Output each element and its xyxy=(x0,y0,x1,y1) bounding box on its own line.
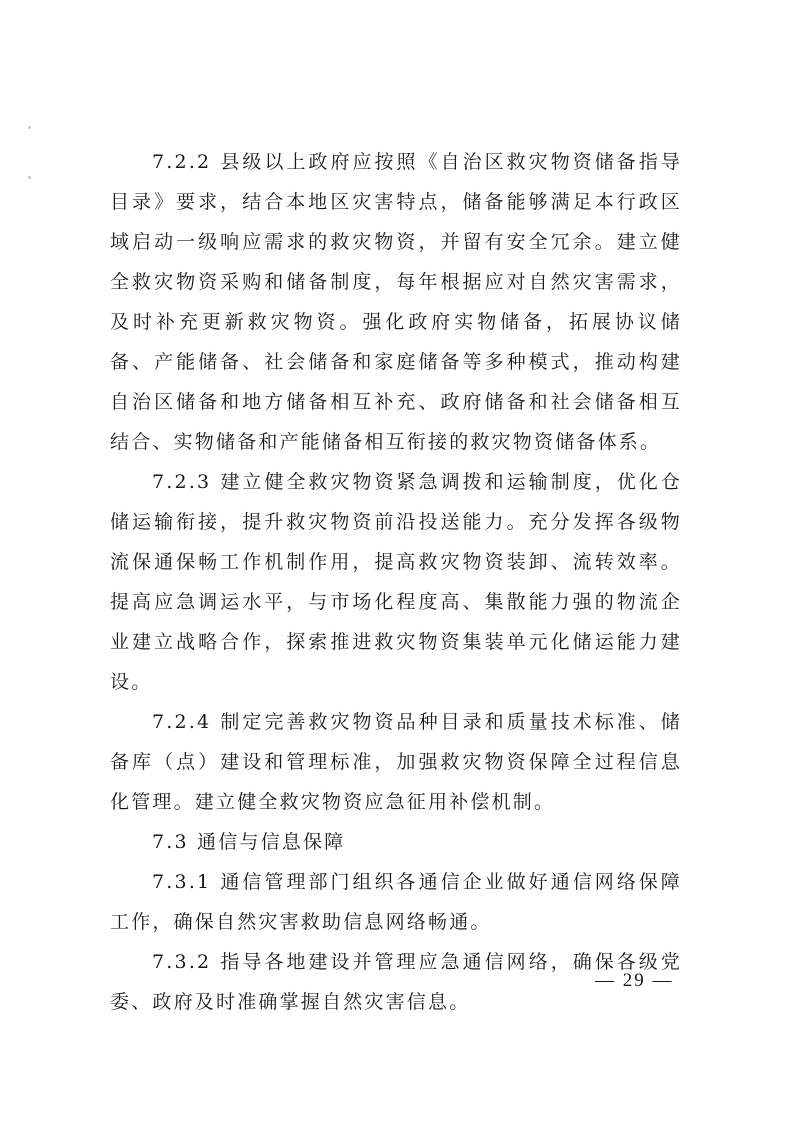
page-number: — 29 — xyxy=(595,970,674,991)
scan-speck xyxy=(28,176,31,179)
paragraph-7-2-3: 7.2.3 建立健全救灾物资紧急调拨和运输制度，优化仓储运输衔接，提升救灾物资前沿投送能力。充分发挥各级物流保通保畅工作机制作用，提高救灾物资装卸、流转效率。提高应急调运水平，与市场化程度高、集散能力强的物流企业建立战略合作，探索推进救灾物资集装单元化储运能力建设。 xyxy=(110,471,682,693)
document-body xyxy=(110,142,682,1022)
section-heading-7-3: 7.3 通信与信息保障 xyxy=(152,831,346,853)
paragraph-7-3-1: 7.3.1 通信管理部门组织各通信企业做好通信网络保障工作，确保自然灾害救助信息网络畅通。 xyxy=(110,871,682,933)
scan-speck xyxy=(28,126,31,129)
paragraph-7-2-4: 7.2.4 制定完善救灾物资品种目录和质量技术标准、储备库（点）建设和管理标准，加强救灾物资保障全过程信息化管理。建立健全救灾物资应急征用补偿机制。 xyxy=(110,711,682,813)
paragraph-7-2-2: 7.2.2 县级以上政府应按照《自治区救灾物资储备指导目录》要求，结合本地区灾害特点，储备能够满足本行政区域启动一级响应需求的救灾物资，并留有安全冗余。建立健全救灾物资采购和储备制度，每年根据应对自然灾害需求，及时补充更新救灾物资。强化政府实物储备，拓展协议储备、产能储备、社会储备和家庭储备等多种模式，推动构建自治区储备和地方储备相互补充、政府储备和社会储备相互结合、实物储备和产能储备相互衔接的救灾物资储备体系。 xyxy=(110,151,682,453)
paragraph-7-3-2: 7.3.2 指导各地建设并管理应急通信网络，确保各级党委、政府及时准确掌握自然灾害信息。 xyxy=(110,951,682,1013)
